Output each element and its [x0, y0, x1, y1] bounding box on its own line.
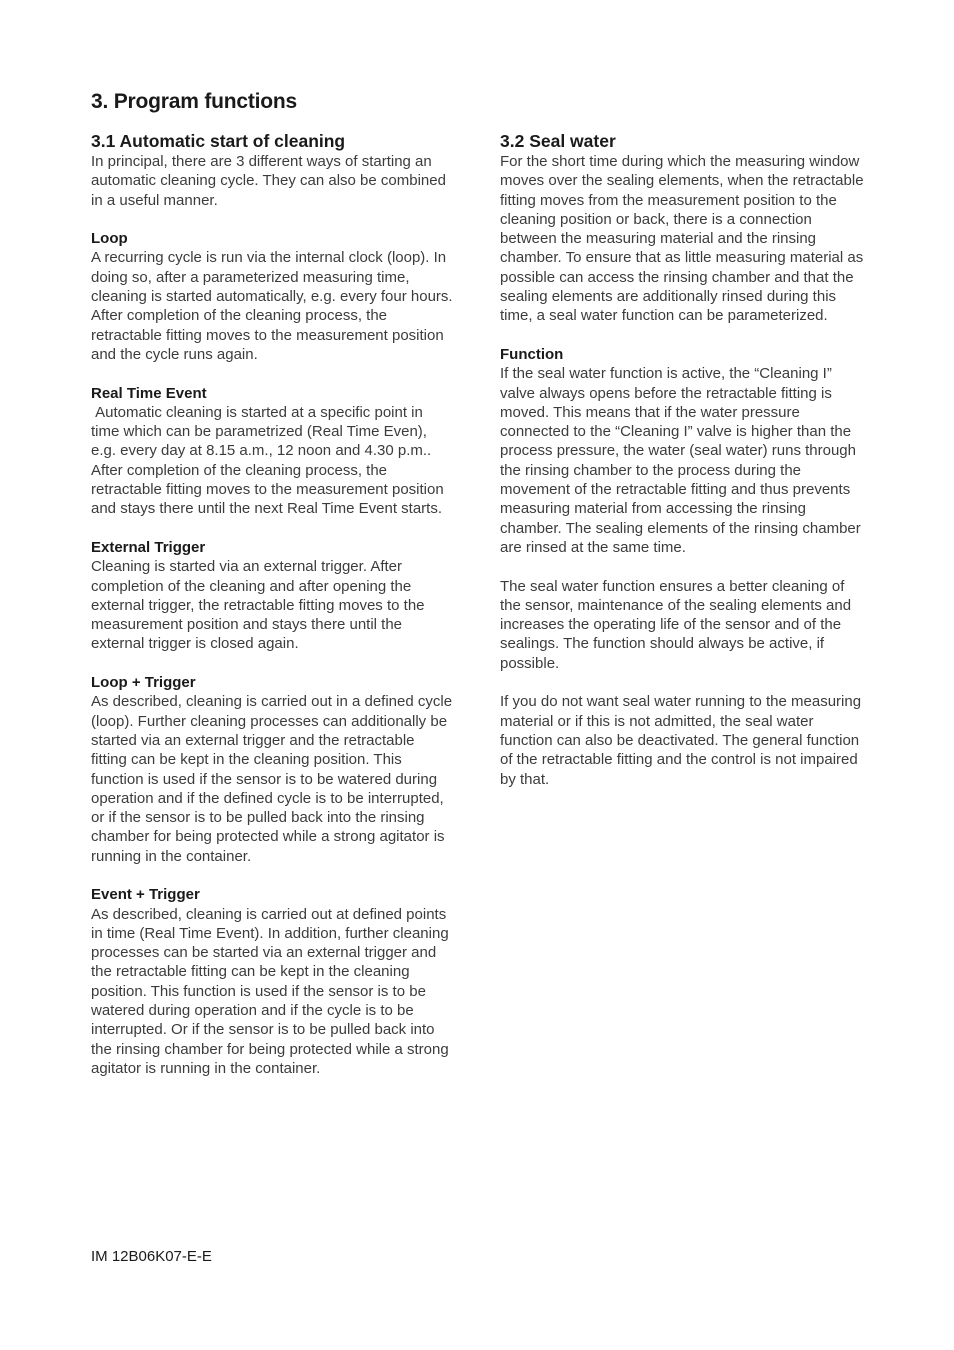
intro-paragraph: In principal, there are 3 different ways of starting an automatic cleaning cycle. They can also be combined in a useful manner.	[91, 153, 446, 209]
section-heading-seal-water: 3.2 Seal water	[500, 131, 616, 151]
page-title: 3. Program functions	[91, 90, 298, 113]
spacer	[500, 557, 866, 576]
section-heading-automatic-start: 3.1 Automatic start of cleaning	[91, 131, 346, 151]
document-id-footer: IM 12B06K07-E-E	[91, 1248, 212, 1265]
paragraph-real-time-event: Automatic cleaning is started at a specific point in time which can be parametrized (Real Time Even), e.g. every day at 8.15 a.m., 12 noon and 4.30 p.m.. After completion of the cleaning process, the retractable fitting moves to the measurement position and stays there until the next Real Time Event starts.	[91, 403, 448, 518]
spacer	[91, 654, 453, 673]
spacer	[500, 326, 866, 345]
spacer	[91, 519, 453, 538]
spacer	[91, 364, 453, 383]
paragraph-loop: A recurring cycle is run via the internal clock (loop). In doing so, after a parameterized measuring time, cleaning is started automatically, e.g. every four hours. After completion of the cleaning process, the retractable fitting moves to the measurement position and the cycle runs again.	[91, 249, 453, 363]
subheading-external-trigger: External Trigger	[91, 538, 206, 556]
paragraph-seal-water-deactivate: If you do not want seal water running to the measuring material or if this is not admitted, the seal water function can also be deactivated. The general function of the retractable fitting and the control is not impaired by that.	[500, 693, 862, 788]
spacer	[91, 210, 453, 229]
right-column	[500, 130, 866, 789]
subheading-loop-trigger: Loop + Trigger	[91, 674, 196, 692]
paragraph-seal-water-benefits: The seal water function ensures a better cleaning of the sensor, maintenance of the sealing elements and increases the operating life of the sensor and of the sealings. The function should always be active, if possible.	[500, 577, 852, 672]
subheading-function: Function	[500, 345, 564, 363]
subheading-event-trigger: Event + Trigger	[91, 886, 200, 904]
paragraph-loop-trigger: As described, cleaning is carried out in a defined cycle (loop). Further cleaning processes can additionally be started via an external trigger and the retractable fitting can be kept in the cleaning position. This function is used if the sensor is to be watered during operation and if the defined cycle is to be interrupted, or if the sensor is to be pulled back into the rinsing chamber for being protected while a strong agitator is running in the container.	[91, 693, 453, 865]
subheading-loop: Loop	[91, 230, 128, 248]
subheading-real-time-event: Real Time Event	[91, 384, 207, 402]
paragraph-function: If the seal water function is active, the “Cleaning I” valve always opens before the retractable fitting is moved. This means that if the water pressure connected to the “Cleaning I” valve is higher than the process pressure, the water (seal water) runs through the rinsing chamber to the process during the movement of the retractable fitting and thus prevents measuring material from accessing the rinsing chamber. The sealing elements of the rinsing chamber are rinsed at the same time.	[500, 365, 861, 556]
spacer	[91, 866, 453, 885]
paragraph-external-trigger: Cleaning is started via an external trigger. After completion of the cleaning and after opening the external trigger, the retractable fitting moves to the measurement position and stays there until the external trigger is closed again.	[91, 558, 425, 653]
left-column	[91, 130, 453, 1078]
spacer	[500, 673, 866, 692]
paragraph-event-trigger: As described, cleaning is carried out at defined points in time (Real Time Event). In addition, further cleaning processes can be started via an external trigger and the retractable fitting can be kept in the cleaning position. This function is used if the sensor is to be watered during operation and if the cycle is to be interrupted. Or if the sensor is to be pulled back into the rinsing chamber for being protected while a strong agitator is running in the container.	[91, 905, 449, 1077]
paragraph-seal-water-intro: For the short time during which the measuring window moves over the sealing elements, when the retractable fitting moves from the measurement position to the cleaning position or back, there is a connection between the measuring material and the rinsing chamber. To ensure that as little measuring material as possible can access the rinsing chamber and that the sealing elements are additionally rinsed during this time, a seal water function can be parameterized.	[500, 153, 864, 325]
